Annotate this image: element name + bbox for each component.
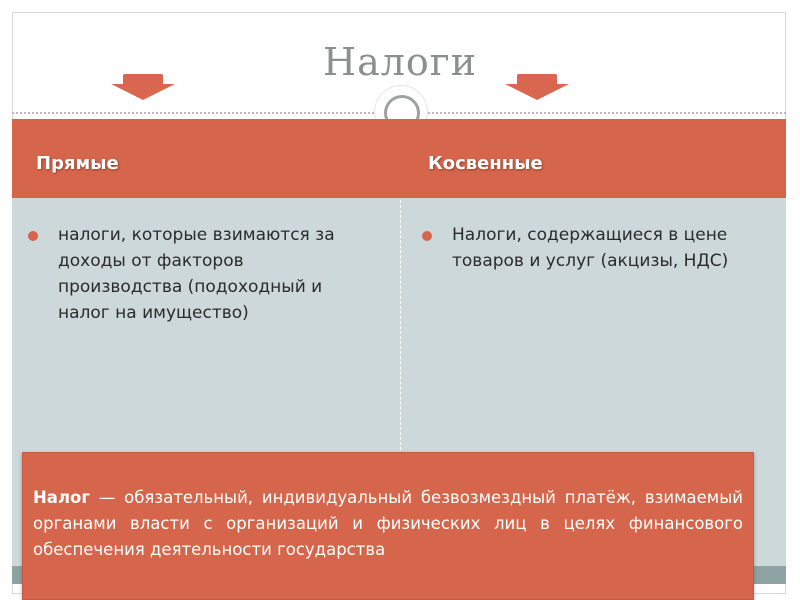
list-item xyxy=(422,222,772,274)
definition-body: — обязательный, индивидуальный безвозмездный платёж, взимаемый органами власти с организаций и физических лиц в целях финансового обеспечения деятельности государства xyxy=(33,488,743,559)
indirect-taxes-description: Налоги, содержащиеся в цене товаров и услуг (акцизы, НДС) xyxy=(452,225,729,271)
definition-term: Налог xyxy=(33,488,90,507)
slide-title: Налоги xyxy=(322,40,478,84)
tax-definition xyxy=(33,485,743,563)
direct-taxes-header: Прямые xyxy=(36,153,119,174)
direct-taxes-list xyxy=(28,222,368,326)
column-header-band xyxy=(12,119,786,198)
indirect-taxes-list xyxy=(422,222,772,274)
bullet-icon xyxy=(28,231,38,241)
indirect-taxes-header: Косвенные xyxy=(428,153,543,174)
tax-definition-box xyxy=(22,452,754,600)
bullet-icon xyxy=(422,231,432,241)
list-item xyxy=(28,222,368,326)
column-divider xyxy=(400,200,401,450)
direct-taxes-description: налоги, которые взимаются за доходы от факторов производства (подоходный и налог на имущество) xyxy=(58,225,335,323)
